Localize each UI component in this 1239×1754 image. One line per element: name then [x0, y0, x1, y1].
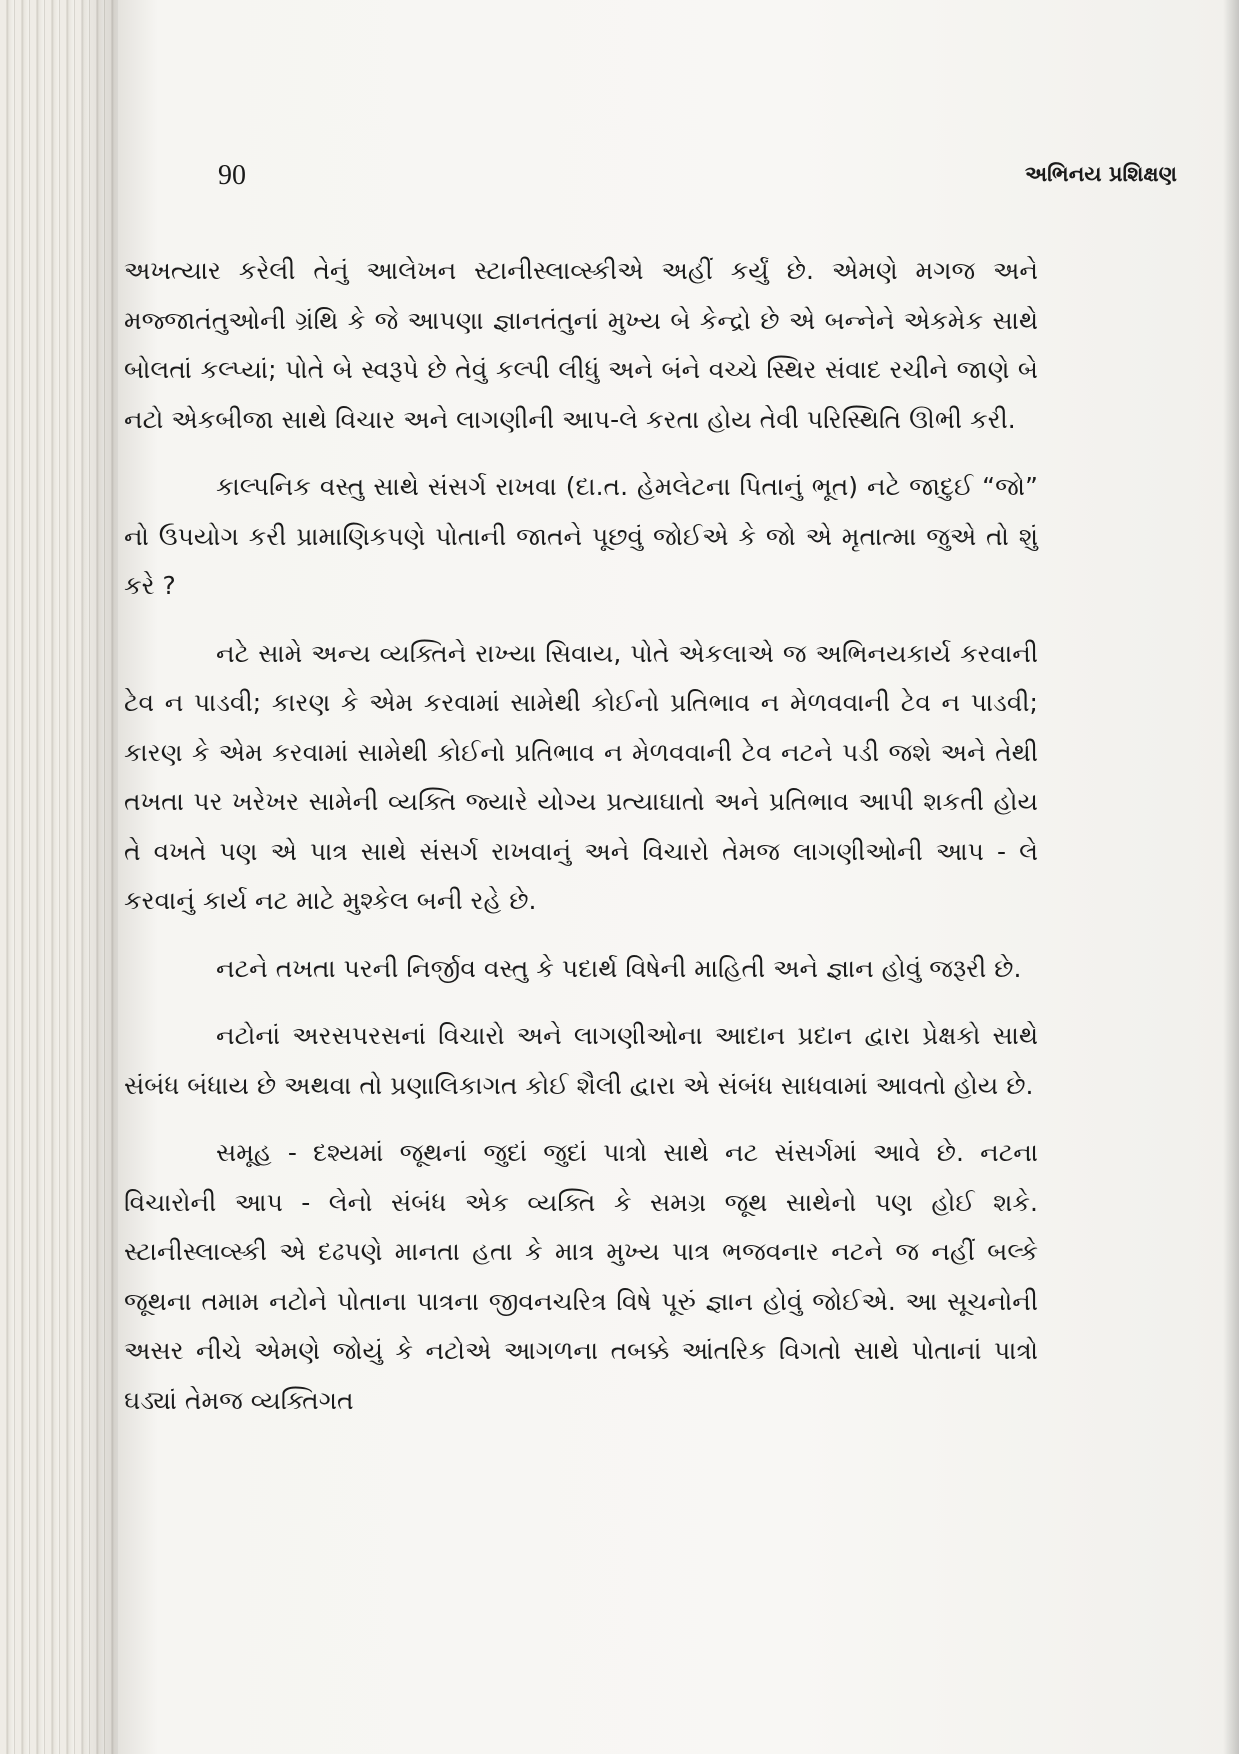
gutter-shadow: [80, 0, 120, 1754]
paragraph-5: નટોનાં અરસપરસનાં વિચારો અને લાગણીઓના આદાન પ્રદાન દ્વારા પ્રેક્ષકો સાથે સંબંધ બંધાય છે અથવા તો પ્રણાલિકાગત કોઈ શૈલી દ્વારા એ સંબંધ સાધવામાં આવતો હોય છે.: [124, 1021, 1038, 1100]
paragraph-6: સમૂહ - દશ્યમાં જૂથનાં જુદાં જુદાં પાત્રો સાથે નટ સંસર્ગમાં આવે છે. નટના વિચારોની આપ - લેનો સંબંધ એક વ્યક્તિ કે સમગ્ર જૂથ સાથેનો પણ હોઈ શકે. સ્ટાનીસ્લાવ્સ્કી એ દઢપણે માનતા હતા કે માત્ર મુખ્ય પાત્ર ભજવનાર નટને જ નહીં બલ્કે જૂથના તમામ નટોને પોતાના પાત્રના જીવનચરિત્ર વિષે પૂરું જ્ઞાન હોવું જોઈએ. આ સૂચનોની અસર નીચે એમણે જોયું કે નટોએ આગળના તબક્કે આંતરિક વિગતો સાથે પોતાનાં પાત્રો ઘડ્યાં તેમજ વ્યક્તિગત: [124, 1138, 1038, 1415]
paragraph-3: નટે સામે અન્ય વ્યક્તિને રાખ્યા સિવાય, પોતે એકલાએ જ અભિનયકાર્ય કરવાની ટેવ ન પાડવી; કારણ કે એમ કરવામાં સામેથી કોઈનો પ્રતિભાવ ન મેળવવાની ટેવ ન પાડવી; કારણ કે એમ કરવામાં સામેથી કોઈનો પ્રતિભાવ ન મેળવવાની ટેવ નટને પડી જશે અને તેથી તખતા પર ખરેખર સામેની વ્યક્તિ જ્યારે યોગ્ય પ્રત્યાઘાતો અને પ્રતિભાવ આપી શકતી હોય તે વખતે પણ એ પાત્ર સાથે સંસર્ગ રાખવાનું અને વિચારો તેમજ લાગણીઓની આપ - લે કરવાનું કાર્ય નટ માટે મુશ્કેલ બની રહે છે.: [124, 638, 1038, 915]
paragraph-1: અખત્યાર કરેલી તેનું આલેખન સ્ટાનીસ્લાવ્સ્કીએ અહીં કર્યું છે. એમણે મગજ અને મજ્જાતંતુઓની ગ્રંથિ કે જે આપણા જ્ઞાનતંતુનાં મુખ્ય બે કેન્દ્રો છે એ બન્નેને એકમેક સાથે બોલતાં કલ્પ્યાં; પોતે બે સ્વરૂપે છે તેવું કલ્પી લીધું અને બંને વચ્ચે સ્થિર સંવાદ રચીને જાણે બે નટો એકબીજા સાથે વિચાર અને લાગણીની આપ-લે કરતા હોય તેવી પરિસ્થિતિ ઊભી કરી.: [124, 256, 1038, 434]
paragraph-2: કાલ્પનિક વસ્તુ સાથે સંસર્ગ રાખવા (દા.ત. હેમલેટના પિતાનું ભૂત) નટે જાદુઈ “જો” નો ઉપયોગ કરી પ્રામાણિકપણે પોતાની જાતને પૂછવું જોઈએ કે જો એ મૃતાત્મા જુએ તો શું કરે ?: [124, 472, 1038, 600]
book-title: અભિનય પ્રશિક્ષણ: [1025, 162, 1177, 186]
body-text: [124, 246, 1038, 1443]
page-edges: [0, 0, 120, 1754]
paragraph-4: નટને તખતા પરની નિર્જીવ વસ્તુ કે પદાર્થ વિષેની માહિતી અને જ્ઞાન હોવું જરૂરી છે.: [216, 953, 1022, 983]
page-number: 90: [218, 160, 246, 191]
running-head: [218, 160, 1177, 200]
